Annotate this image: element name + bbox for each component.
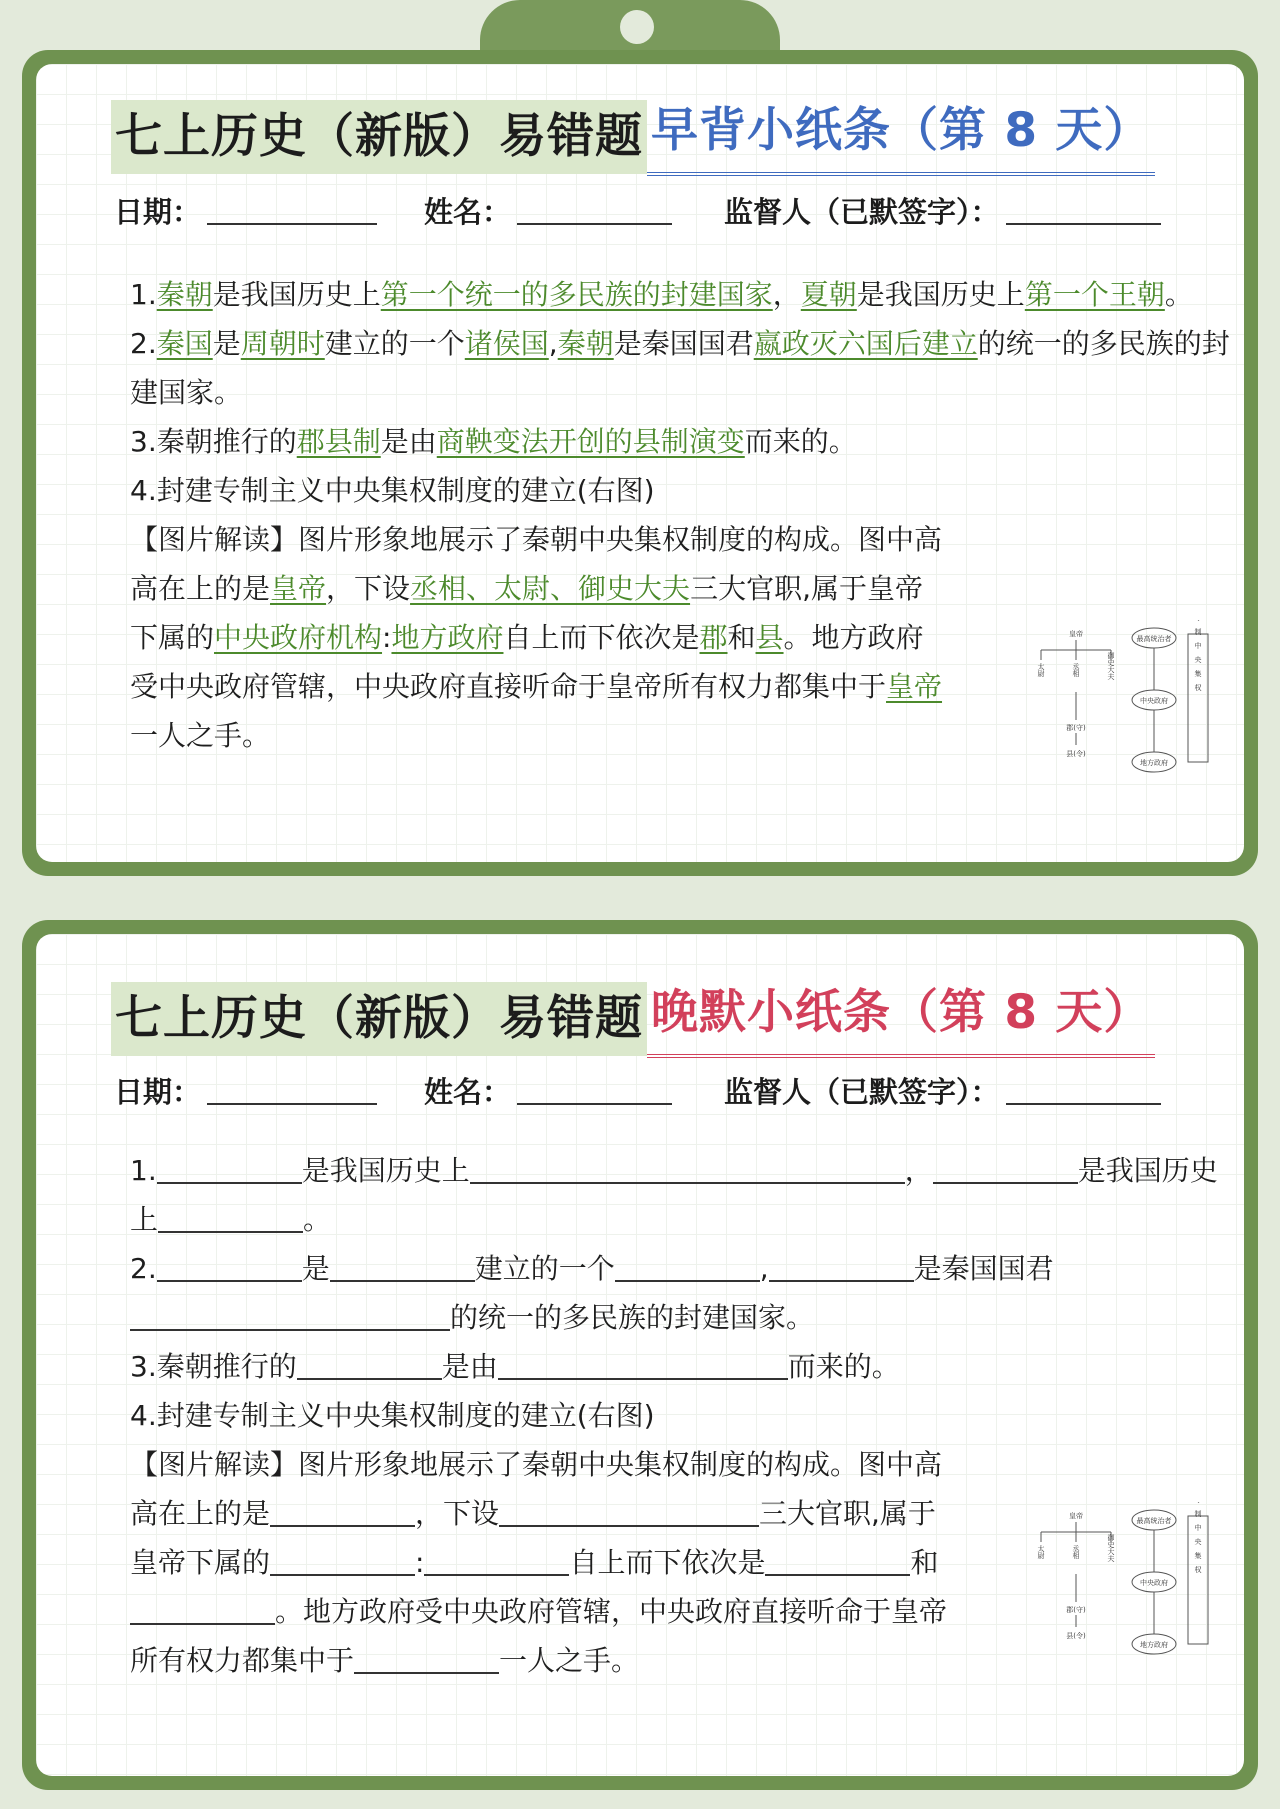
- diagram-xian: 县(令): [1066, 1632, 1086, 1640]
- name-field: [424, 1070, 724, 1111]
- supervisor-label: 监督人（已默签字）：: [724, 195, 1000, 229]
- diagram-yushi: 御史大夫: [1107, 1534, 1115, 1562]
- name-line[interactable]: [517, 223, 672, 225]
- q-text: 是: [301, 1252, 330, 1285]
- question-1: [88, 270, 1244, 319]
- diagram-side-label: 君主专制中央集权: [1194, 1502, 1202, 1580]
- answer: 诸侯国: [464, 327, 549, 360]
- answer-blank[interactable]: [354, 1644, 499, 1674]
- answer: 第一个王朝: [1024, 278, 1165, 311]
- q-text: ，下设: [326, 572, 411, 605]
- answer-blank[interactable]: [270, 1546, 415, 1576]
- diagram-taiwei: 太尉: [1037, 663, 1045, 677]
- answer: 县: [755, 621, 784, 654]
- answer: 地方政府: [391, 621, 504, 654]
- q-text: 是: [212, 327, 241, 360]
- answer-blank[interactable]: [158, 1203, 303, 1233]
- q-text: 是秦国国君: [613, 327, 754, 360]
- q-text: 而来的。: [744, 425, 857, 458]
- answer: 周朝时: [240, 327, 325, 360]
- q-text: 自上而下依次是: [503, 621, 700, 654]
- interp-label: 【图片解读】: [130, 1448, 299, 1481]
- morning-title: [111, 100, 1155, 174]
- date-field: [114, 1070, 424, 1111]
- answer-blank[interactable]: [470, 1154, 905, 1184]
- diagram-jun: 郡(守): [1066, 1606, 1086, 1614]
- q-text: 一人之手。: [499, 1644, 640, 1677]
- q-number: 3.: [130, 425, 157, 458]
- answer: 郡: [699, 621, 728, 654]
- q-text: 。地方政府受中央政府管辖，中央政府直接听命于皇帝所有权力都集中于: [130, 621, 924, 703]
- supervisor-line[interactable]: [1006, 1103, 1161, 1105]
- diagram-yushi: 御史大夫: [1107, 652, 1115, 680]
- diagram-local-gov: 地方政府: [1140, 1641, 1168, 1649]
- q-text: 是由: [380, 425, 437, 458]
- image-interpretation: [88, 1440, 950, 1685]
- morning-card: [22, 50, 1258, 876]
- q-text: 。地方政府受中央政府管辖，中央政府直接听命于皇帝所有权力都集中于: [130, 1595, 948, 1677]
- answer: 郡县制: [296, 425, 381, 458]
- q-number: 3.: [130, 1350, 157, 1383]
- q-text: ，下设: [415, 1497, 500, 1530]
- answer: 皇帝: [886, 670, 943, 703]
- answer: 嬴政灭六国后建立: [753, 327, 978, 360]
- q-number: 1.: [130, 278, 157, 311]
- q-text: 和: [727, 621, 756, 654]
- q-text: 是我国历史上: [212, 278, 381, 311]
- answer-blank[interactable]: [765, 1546, 910, 1576]
- q-text: 。: [303, 1203, 332, 1236]
- evening-card-body: [36, 934, 1244, 1776]
- diagram-jun: 郡(守): [1066, 724, 1086, 732]
- date-label: 日期：: [114, 195, 202, 229]
- question-1: [88, 1146, 1244, 1244]
- q-text: 。: [1164, 278, 1193, 311]
- morning-form-row: [114, 190, 1234, 231]
- supervisor-label: 监督人（已默签字）：: [724, 1075, 1000, 1109]
- answer-blank[interactable]: [424, 1546, 569, 1576]
- evening-card: [22, 920, 1258, 1790]
- q-text: 建立的一个: [324, 327, 465, 360]
- diagram-top-ruler: 最高统治者: [1136, 1517, 1172, 1525]
- title-main: 七上历史（新版）易错题: [111, 100, 647, 174]
- answer-blank[interactable]: [270, 1497, 415, 1527]
- answer-blank[interactable]: [330, 1252, 475, 1282]
- q-text: :: [382, 621, 392, 654]
- diagram-central-gov: 中央政府: [1140, 697, 1168, 705]
- date-field: [114, 190, 424, 231]
- q-text: 秦朝推行的: [156, 425, 297, 458]
- answer-blank[interactable]: [499, 1497, 759, 1527]
- name-label: 姓名：: [424, 1075, 512, 1109]
- diagram-emperor: 皇帝: [1069, 630, 1083, 638]
- q-text: 建立的一个: [474, 1252, 615, 1285]
- name-label: 姓名：: [424, 195, 512, 229]
- answer-blank[interactable]: [157, 1154, 302, 1184]
- diagram-chengxiang: 丞相: [1072, 663, 1080, 677]
- q-text: 三大官职,属于皇帝下属的: [130, 572, 923, 654]
- diagram-central-gov: 中央政府: [1140, 1579, 1168, 1587]
- answer-blank[interactable]: [130, 1595, 275, 1625]
- diagram-top-ruler: 最高统治者: [1136, 635, 1172, 643]
- q-text: 是我国历史上: [856, 278, 1025, 311]
- answer-blank[interactable]: [297, 1350, 442, 1380]
- q-text: 是秦国国君: [913, 1252, 1054, 1285]
- title-sub: 晚默小纸条（第 8 天）: [647, 980, 1155, 1058]
- diagram-taiwei: 太尉: [1037, 1545, 1045, 1559]
- name-line[interactable]: [517, 1103, 672, 1105]
- q-text: 的统一的多民族的封建国家。: [450, 1301, 815, 1334]
- q-text: ,: [759, 1252, 769, 1285]
- question-2: [88, 1244, 1244, 1342]
- evening-title: [111, 982, 1155, 1056]
- diagram-chengxiang: 丞相: [1072, 1545, 1080, 1559]
- supervisor-line[interactable]: [1006, 223, 1161, 225]
- answer-blank[interactable]: [157, 1252, 302, 1282]
- morning-card-body: [36, 64, 1244, 862]
- question-3: [88, 1342, 1244, 1391]
- answer: 丞相、太尉、御史大夫: [410, 572, 691, 605]
- centralization-diagram: [1026, 620, 1226, 780]
- answer: 第一个统一的多民族的封建国家: [380, 278, 773, 311]
- q-text: 是我国历史上: [301, 1154, 470, 1187]
- q-text: 图片形象地展示了秦朝中央集权制度的构成。图中高高在上的是: [130, 523, 943, 605]
- date-label: 日期：: [114, 1075, 202, 1109]
- answer: 中央政府机构: [214, 621, 383, 654]
- image-interpretation: [88, 515, 950, 760]
- answer: 商鞅变法开创的县制演变: [436, 425, 745, 458]
- title-sub: 早背小纸条（第 8 天）: [647, 98, 1155, 176]
- diagram-side-label: 君主专制中央集权: [1194, 620, 1202, 698]
- answer: 秦朝: [557, 327, 614, 360]
- q-text: ，: [904, 1154, 933, 1187]
- supervisor-field: [724, 190, 1161, 231]
- q-text: ,: [548, 327, 558, 360]
- q-text: 一人之手。: [130, 719, 271, 752]
- answer-blank[interactable]: [769, 1252, 914, 1282]
- hanger-hole: [620, 10, 654, 44]
- question-4: 4.封建专制主义中央集权制度的建立(右图): [130, 1399, 655, 1432]
- answer: 秦国: [156, 327, 213, 360]
- answer-blank[interactable]: [130, 1301, 450, 1331]
- q-text: ，: [772, 278, 801, 311]
- question-3: [88, 417, 1244, 466]
- diagram-local-gov: 地方政府: [1140, 759, 1168, 767]
- q-text: 的统一的多民族的封建国家。: [130, 327, 1230, 409]
- q-text: 是由: [441, 1350, 498, 1383]
- q-text: 图片形象地展示了秦朝中央集权制度的构成。图中高高在上的是: [130, 1448, 943, 1530]
- answer: 夏朝: [800, 278, 857, 311]
- diagram-xian: 县(令): [1066, 750, 1086, 758]
- q-number: 2.: [130, 327, 157, 360]
- q-text: :: [415, 1546, 425, 1579]
- question-4: 4.封建专制主义中央集权制度的建立(右图): [130, 474, 655, 507]
- question-2: [88, 319, 1244, 417]
- interp-label: 【图片解读】: [130, 523, 299, 556]
- diagram-emperor: 皇帝: [1069, 1512, 1083, 1520]
- date-line[interactable]: [207, 223, 377, 225]
- q-number: 1.: [130, 1154, 157, 1187]
- q-text: 是我国历史上: [130, 1154, 1218, 1236]
- title-main: 七上历史（新版）易错题: [111, 982, 647, 1056]
- name-field: [424, 190, 724, 231]
- q-number: 2.: [130, 1252, 157, 1285]
- answer-blank[interactable]: [933, 1154, 1078, 1184]
- answer: 皇帝: [270, 572, 327, 605]
- q-text: 而来的。: [787, 1350, 900, 1383]
- q-text: 自上而下依次是: [569, 1546, 766, 1579]
- answer-blank[interactable]: [615, 1252, 760, 1282]
- answer: 秦朝: [156, 278, 213, 311]
- centralization-diagram: [1026, 1502, 1226, 1662]
- supervisor-field: [724, 1070, 1161, 1111]
- evening-form-row: [114, 1070, 1234, 1111]
- q-text: 秦朝推行的: [156, 1350, 297, 1383]
- date-line[interactable]: [207, 1103, 377, 1105]
- q-text: 和: [910, 1546, 939, 1579]
- answer-blank[interactable]: [498, 1350, 788, 1380]
- q-text: 三大官职,属于皇帝下属的: [130, 1497, 936, 1579]
